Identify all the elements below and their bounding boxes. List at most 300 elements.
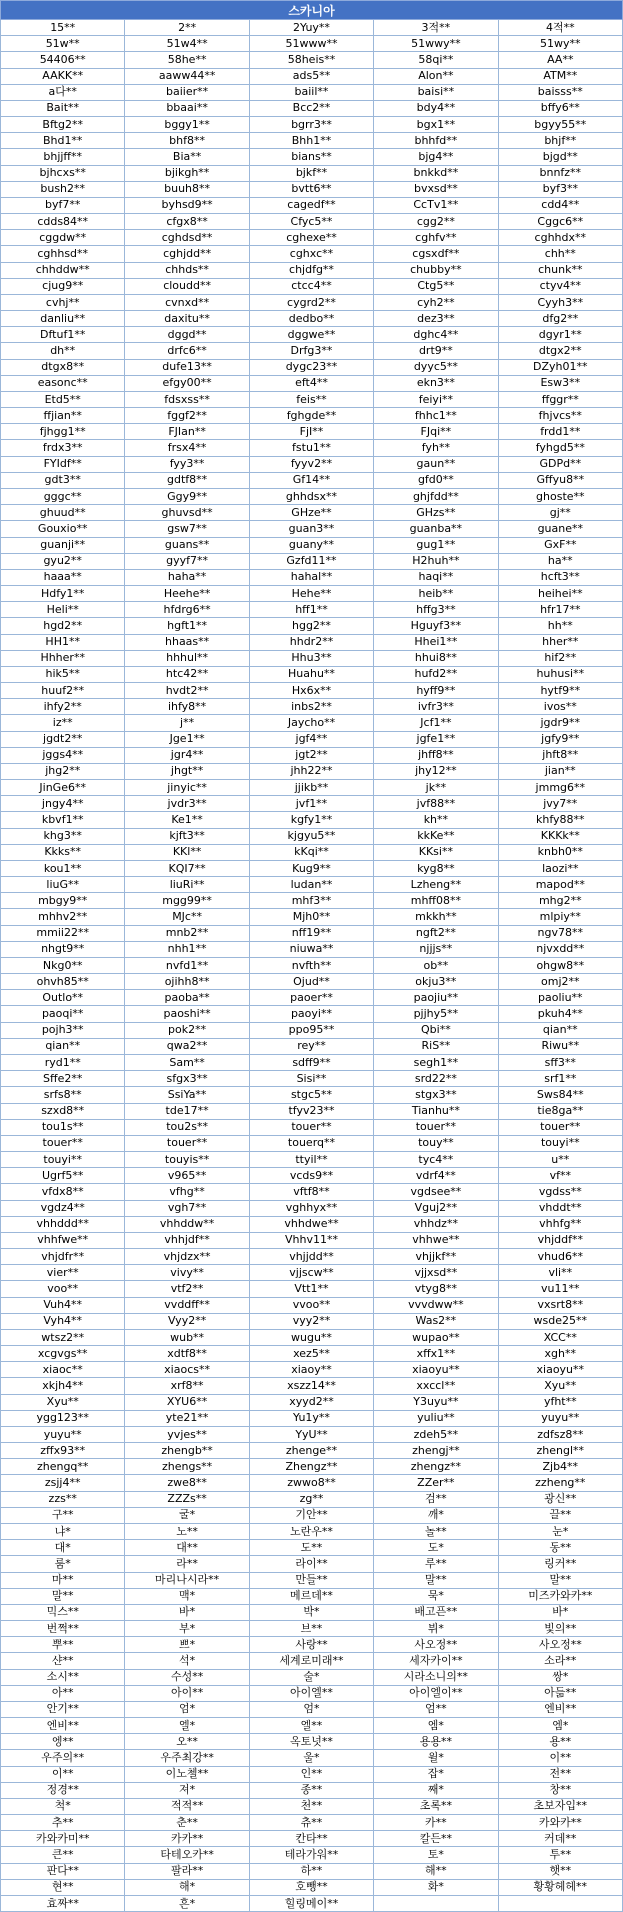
table-row (1, 1459, 623, 1475)
table-cell: 윌* (374, 1750, 498, 1766)
table-row (1, 1200, 623, 1216)
table-cell: jgdt2** (1, 731, 125, 747)
table-row (1, 990, 623, 1006)
table-cell: ZZZs** (125, 1491, 249, 1507)
table-row (1, 1103, 623, 1119)
table-row (1, 1750, 623, 1766)
table-cell: touer** (498, 1119, 622, 1135)
table-cell: Hhei1** (374, 634, 498, 650)
table-row (1, 1313, 623, 1329)
table-cell: 아이엘** (249, 1685, 373, 1701)
table-cell: jhy12** (374, 763, 498, 779)
table-cell: byhsd9** (125, 197, 249, 213)
table-cell: vgdz4** (1, 1200, 125, 1216)
table-row (1, 1022, 623, 1038)
table-cell: Zhengz** (249, 1459, 373, 1475)
table-cell: vhhdwe** (249, 1216, 373, 1232)
table-cell: vhjddf** (498, 1232, 622, 1248)
table-cell: dtgx8** (1, 359, 125, 375)
table-cell: wsde25** (498, 1313, 622, 1329)
table-cell: 쁘* (125, 1637, 249, 1653)
table-cell: hfdrg6** (125, 602, 249, 618)
table-cell: 끌** (498, 1507, 622, 1523)
table-cell: paoba** (125, 990, 249, 1006)
table-cell: vf** (498, 1168, 622, 1184)
table-cell: wugu** (249, 1329, 373, 1345)
table-cell: drt9** (374, 343, 498, 359)
table-cell: 냐* (1, 1523, 125, 1539)
table-row (1, 925, 623, 941)
table-row (1, 1087, 623, 1103)
table-cell: 잡* (374, 1766, 498, 1782)
table-cell: 눈* (498, 1523, 622, 1539)
table-cell: Qbi** (374, 1022, 498, 1038)
table-row (1, 828, 623, 844)
table-cell: liuG** (1, 877, 125, 893)
table-cell: chhddw** (1, 262, 125, 278)
table-cell: gggc** (1, 488, 125, 504)
table-cell: 2Yuy** (249, 20, 373, 36)
table-row (1, 747, 623, 763)
table-row (1, 456, 623, 472)
table-cell: touyis** (125, 1152, 249, 1168)
table-cell: Bia** (125, 149, 249, 165)
table-cell: inbs2** (249, 699, 373, 715)
table-cell: Kug9** (249, 860, 373, 876)
table-cell: dfg2** (498, 311, 622, 327)
table-cell: 세계로미래** (249, 1653, 373, 1669)
table-cell: fghgde** (249, 408, 373, 424)
table-cell: bjikgh** (125, 165, 249, 181)
table-cell: GDPd** (498, 456, 622, 472)
table-row (1, 1394, 623, 1410)
table-cell: 츄** (249, 1815, 373, 1831)
table-row (1, 505, 623, 521)
table-cell: 초록** (374, 1798, 498, 1814)
table-row (1, 1637, 623, 1653)
table-cell: HH1** (1, 634, 125, 650)
table-cell: 엠* (498, 1718, 622, 1734)
table-row (1, 1815, 623, 1831)
table-cell: okju3** (374, 974, 498, 990)
table-row (1, 1297, 623, 1313)
table-cell: hyff9** (374, 683, 498, 699)
table-cell: qwa2** (125, 1038, 249, 1054)
table-cell: 바* (125, 1604, 249, 1620)
table-cell: 사랑** (249, 1637, 373, 1653)
table-cell: dggwe** (249, 327, 373, 343)
table-cell: dufe13** (125, 359, 249, 375)
table-row (1, 440, 623, 456)
table-row (1, 117, 623, 133)
table-cell: 황황헤헤** (498, 1879, 622, 1895)
table-cell: aaww44** (125, 68, 249, 84)
table-cell: Bait** (1, 100, 125, 116)
table-cell: dyyc5** (374, 359, 498, 375)
table-cell: 대* (1, 1540, 125, 1556)
table-cell: 테라가워** (249, 1847, 373, 1863)
table-cell: touer** (125, 1135, 249, 1151)
table-row (1, 36, 623, 52)
table-cell: 맥* (125, 1588, 249, 1604)
table-cell: heib** (374, 586, 498, 602)
table-cell: drfc6** (125, 343, 249, 359)
table-row (1, 1475, 623, 1491)
table-cell: 브** (249, 1621, 373, 1637)
table-cell: 해* (125, 1879, 249, 1895)
table-cell: ghjfdd** (374, 488, 498, 504)
table-row (1, 343, 623, 359)
table-cell: 카카** (125, 1831, 249, 1847)
table-cell: vvvdww** (374, 1297, 498, 1313)
table-cell: niuwa** (249, 941, 373, 957)
table-cell: Huahu** (249, 666, 373, 682)
table-cell: vfdx8** (1, 1184, 125, 1200)
table-row (1, 1249, 623, 1265)
table-cell: Jaycho** (249, 715, 373, 731)
table-row (1, 957, 623, 973)
table-cell: zhenge** (249, 1443, 373, 1459)
table-row (1, 1184, 623, 1200)
table-cell: cdd4** (498, 197, 622, 213)
table-cell: mbgy9** (1, 893, 125, 909)
table-row (1, 666, 623, 682)
table-cell: pojh3** (1, 1022, 125, 1038)
table-cell: Jge1** (125, 731, 249, 747)
table-cell: 춘** (125, 1815, 249, 1831)
table-cell: 우주최강** (125, 1750, 249, 1766)
table-cell: 51wy** (498, 36, 622, 52)
table-cell: cgg2** (374, 214, 498, 230)
table-cell: efgy00** (125, 375, 249, 391)
table-cell: bffy6** (498, 100, 622, 116)
table-cell: 수성** (125, 1669, 249, 1685)
table-cell: jvdr3** (125, 796, 249, 812)
table-cell: zdfsz8** (498, 1426, 622, 1442)
table-cell: nff19** (249, 925, 373, 941)
table-cell: cyh2** (374, 294, 498, 310)
table-row (1, 586, 623, 602)
table-cell: hgd2** (1, 618, 125, 634)
table-cell: zhengs** (125, 1459, 249, 1475)
table-row (1, 1604, 623, 1620)
table-cell: frdd1** (498, 424, 622, 440)
table-cell: knbh0** (498, 844, 622, 860)
table-cell: bhhfd** (374, 133, 498, 149)
table-cell: Cyyh3** (498, 294, 622, 310)
table-cell: mlpiy** (498, 909, 622, 925)
table-cell: hif2** (498, 650, 622, 666)
table-cell: KKKk** (498, 828, 622, 844)
table-cell: Xyu** (498, 1378, 622, 1394)
table-cell: 엄* (249, 1701, 373, 1717)
table-cell: haqi** (374, 569, 498, 585)
table-cell: wupao** (374, 1329, 498, 1345)
table-cell: 아이엘이** (374, 1685, 498, 1701)
table-cell: segh1** (374, 1055, 498, 1071)
table-cell: cgsxdf** (374, 246, 498, 262)
table-cell: khg3** (1, 828, 125, 844)
table-cell: xiaoyu** (374, 1362, 498, 1378)
table-cell: vhhwe** (374, 1232, 498, 1248)
table-cell: laozi** (498, 860, 622, 876)
table-cell: paoyi** (249, 1006, 373, 1022)
table-cell: bjg4** (374, 149, 498, 165)
table-cell: mhf3** (249, 893, 373, 909)
table-row (1, 763, 623, 779)
table-cell: ghuvsd** (125, 505, 249, 521)
table-cell: mnb2** (125, 925, 249, 941)
table-cell: 추** (1, 1815, 125, 1831)
table-row (1, 1232, 623, 1248)
table-cell: 화* (374, 1879, 498, 1895)
table-cell: 커데** (498, 1831, 622, 1847)
table-cell: 54406** (1, 52, 125, 68)
table-row (1, 1621, 623, 1637)
table-cell: bhf8** (125, 133, 249, 149)
table-cell: jk** (374, 780, 498, 796)
table-cell: vhjjdd** (249, 1249, 373, 1265)
header-row (1, 1, 623, 20)
table-row (1, 149, 623, 165)
table-cell: 3적** (374, 20, 498, 36)
table-cell: MJc** (125, 909, 249, 925)
table-cell: chhds** (125, 262, 249, 278)
table-cell: vli** (498, 1265, 622, 1281)
table-cell: vfhg** (125, 1184, 249, 1200)
table-cell: ngft2** (374, 925, 498, 941)
table-cell: 바* (498, 1604, 622, 1620)
table-cell: ivfr3** (374, 699, 498, 715)
table-cell: cfgx8** (125, 214, 249, 230)
table-row (1, 408, 623, 424)
table-cell: guans** (125, 537, 249, 553)
table-cell: 도* (374, 1540, 498, 1556)
table-cell: vvoo** (249, 1297, 373, 1313)
table-cell: 51w** (1, 36, 125, 52)
table-cell: zdeh5** (374, 1426, 498, 1442)
table-row (1, 311, 623, 327)
table-cell: 엘* (125, 1718, 249, 1734)
table-cell: zwe8** (125, 1475, 249, 1491)
table-cell: 햇** (498, 1863, 622, 1879)
table-cell: 루** (374, 1556, 498, 1572)
table-cell: xiaoc** (1, 1362, 125, 1378)
table-cell: Vyy2** (125, 1313, 249, 1329)
table-cell: 해** (374, 1863, 498, 1879)
table-cell: zhengq** (1, 1459, 125, 1475)
table-row (1, 1378, 623, 1394)
table-cell: ojihh8** (125, 974, 249, 990)
table-cell: 아** (1, 1685, 125, 1701)
table-cell: Vhhv11** (249, 1232, 373, 1248)
table-cell: ZZer** (374, 1475, 498, 1491)
table-cell: Cggc6** (498, 214, 622, 230)
table-row (1, 893, 623, 909)
table-cell: voo** (1, 1281, 125, 1297)
table-row (1, 699, 623, 715)
table-cell: chh** (498, 246, 622, 262)
table-cell: 용** (498, 1734, 622, 1750)
table-row (1, 84, 623, 100)
table-cell: gaun** (374, 456, 498, 472)
table-cell: dtgx2** (498, 343, 622, 359)
table-cell: wub** (125, 1329, 249, 1345)
table-cell: 세자카이** (374, 1653, 498, 1669)
table-cell: haha** (125, 569, 249, 585)
table-cell: zhengl** (498, 1443, 622, 1459)
table-cell: Vuh4** (1, 1297, 125, 1313)
table-cell: yuyu** (498, 1410, 622, 1426)
table-cell: 카와카미** (1, 1831, 125, 1847)
table-cell: 동** (498, 1540, 622, 1556)
table-cell: vjjscw** (249, 1265, 373, 1281)
table-row (1, 844, 623, 860)
table-cell: Xyu** (1, 1394, 125, 1410)
table-cell: hh** (498, 618, 622, 634)
table-cell: hgg2** (249, 618, 373, 634)
table-cell: 사오정** (498, 1637, 622, 1653)
table-cell: frsx4** (125, 440, 249, 456)
table-cell: 척* (1, 1798, 125, 1814)
table-row (1, 294, 623, 310)
table-cell: baiil** (249, 84, 373, 100)
table-cell: bdy4** (374, 100, 498, 116)
table-cell: Bftg2** (1, 117, 125, 133)
table-cell: 마** (1, 1572, 125, 1588)
table-cell: xszz14** (249, 1378, 373, 1394)
table-cell: vcds9** (249, 1168, 373, 1184)
table-cell: 창** (498, 1782, 622, 1798)
table-cell: cygrd2** (249, 294, 373, 310)
table-cell: kKqi** (249, 844, 373, 860)
table-cell: baiier** (125, 84, 249, 100)
table-cell: ffjian** (1, 408, 125, 424)
table-row (1, 553, 623, 569)
table-cell: bjhcxs** (1, 165, 125, 181)
table-row (1, 1426, 623, 1442)
table-cell: DZyh01** (498, 359, 622, 375)
table-cell: 말** (1, 1588, 125, 1604)
table-cell: Bcc2** (249, 100, 373, 116)
table-cell: vtyg8** (374, 1281, 498, 1297)
table-cell: 51w4** (125, 36, 249, 52)
table-cell: feis** (249, 391, 373, 407)
table-cell: ghuud** (1, 505, 125, 521)
table-cell: bggy1** (125, 117, 249, 133)
table-cell: KKsi** (374, 844, 498, 860)
table-cell: Drfg3** (249, 343, 373, 359)
table-cell: pkuh4** (498, 1006, 622, 1022)
table-cell: hher** (498, 634, 622, 650)
table-cell: 엔비** (1, 1718, 125, 1734)
table-cell: buuh8** (125, 181, 249, 197)
table-cell: 토* (374, 1847, 498, 1863)
table-row (1, 1572, 623, 1588)
table-cell: Ggy9** (125, 488, 249, 504)
table-cell: vhud6** (498, 1249, 622, 1265)
table-cell: Was2** (374, 1313, 498, 1329)
table-cell: 58heis** (249, 52, 373, 68)
table-cell: kbvf1** (1, 812, 125, 828)
table-cell: xiaoyu** (498, 1362, 622, 1378)
table-row (1, 1798, 623, 1814)
table-cell: jvy7** (498, 796, 622, 812)
table-cell: j** (125, 715, 249, 731)
table-cell: hff1** (249, 602, 373, 618)
table-cell: 뿌** (1, 1637, 125, 1653)
table-row (1, 909, 623, 925)
table-cell: dez3** (374, 311, 498, 327)
table-cell: bvtt6** (249, 181, 373, 197)
table-cell: stgx3** (374, 1087, 498, 1103)
table-cell: ads5** (249, 68, 373, 84)
table-cell: srfs8** (1, 1087, 125, 1103)
table-cell: 배고픈** (374, 1604, 498, 1620)
table-cell: dygc23** (249, 359, 373, 375)
table-cell: bjgd** (498, 149, 622, 165)
table-cell: jinyic** (125, 780, 249, 796)
table-cell: 석* (125, 1653, 249, 1669)
table-cell: 샨** (1, 1653, 125, 1669)
table-cell: 하** (249, 1863, 373, 1879)
table-cell: gyu2** (1, 553, 125, 569)
table-cell: fggf2** (125, 408, 249, 424)
table-cell: bians** (249, 149, 373, 165)
table-cell: 엠* (374, 1718, 498, 1734)
table-cell: 이노첼** (125, 1766, 249, 1782)
table-cell: xkjh4** (1, 1378, 125, 1394)
table-cell: cghxc** (249, 246, 373, 262)
table-row (1, 472, 623, 488)
table-cell: 전** (498, 1766, 622, 1782)
table-row (1, 278, 623, 294)
table-cell: Dftuf1** (1, 327, 125, 343)
table-cell: mkkh** (374, 909, 498, 925)
table-cell: chunk** (498, 262, 622, 278)
table-cell: frdx3** (1, 440, 125, 456)
table-cell: touer** (1, 1135, 125, 1151)
table-cell: SsiYa** (125, 1087, 249, 1103)
table-cell: 종** (249, 1782, 373, 1798)
table-cell: 현** (1, 1879, 125, 1895)
table-cell: tyc4** (374, 1152, 498, 1168)
table-row (1, 488, 623, 504)
table-cell: a다** (1, 84, 125, 100)
table-cell: vgdss** (498, 1184, 622, 1200)
table-row (1, 1523, 623, 1539)
table-cell: vhjdfr** (1, 1249, 125, 1265)
table-cell: cghhdx** (498, 230, 622, 246)
table-cell: Gffyu8** (498, 472, 622, 488)
table-row (1, 1669, 623, 1685)
table-cell: xez5** (249, 1346, 373, 1362)
table-cell: 도** (249, 1540, 373, 1556)
table-cell: daxitu** (125, 311, 249, 327)
table-cell: xyyd2** (249, 1394, 373, 1410)
table-cell: bbaai** (125, 100, 249, 116)
table-cell: 이** (1, 1766, 125, 1782)
table-row (1, 181, 623, 197)
table-cell: hytf9** (498, 683, 622, 699)
table-cell: touy** (374, 1135, 498, 1151)
table-cell: vhhfg** (498, 1216, 622, 1232)
table-cell: cagedf** (249, 197, 373, 213)
table-cell: bvxsd** (374, 181, 498, 197)
table-cell: jgt2** (249, 747, 373, 763)
table-cell: bhjjff** (1, 149, 125, 165)
table-cell: dggd** (125, 327, 249, 343)
